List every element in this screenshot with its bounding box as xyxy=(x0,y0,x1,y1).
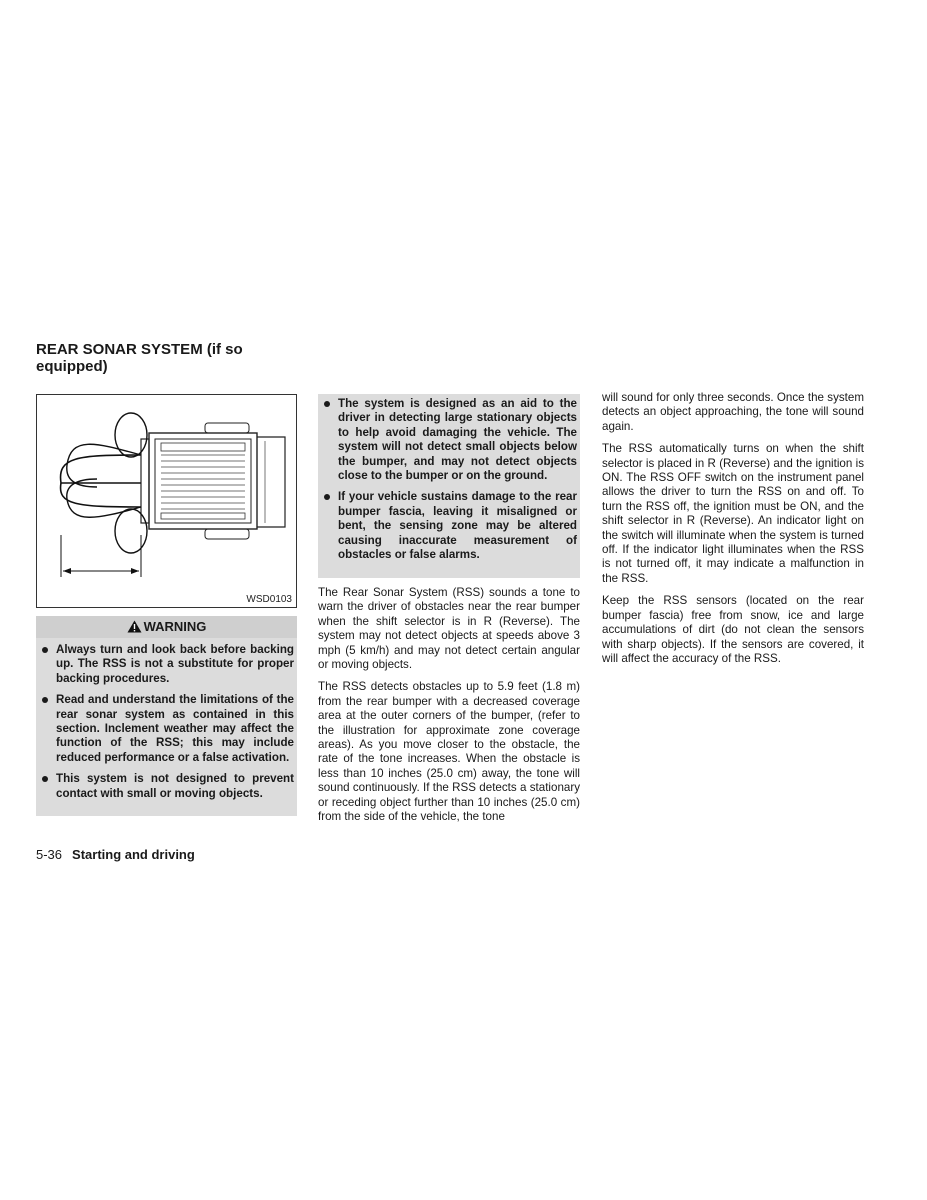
caution-item: If your vehicle sustains damage to the rear bumper fascia, leaving it misaligned or bent, the sensing zone may be altered causing inaccurate measurement of obstacles or false alarms. xyxy=(321,490,577,562)
warning-item: Read and understand the limitations of the rear sonar system as contained in this section. Inclement weather may affect the function of the RSS; this may include reduced performance or a false activation. xyxy=(39,693,294,765)
page-number: 5-36 xyxy=(36,847,63,862)
figure-id: WSD0103 xyxy=(246,594,292,605)
page-footer xyxy=(36,847,195,863)
caution-box xyxy=(318,394,580,578)
section-title: REAR SONAR SYSTEM (if so equipped) xyxy=(36,341,243,375)
body-paragraph: The RSS detects obstacles up to 5.9 feet (1.8 m) from the rear bumper with a decreased coverage area at the outer corners of the bumper, (refer to the illustration for approximate zone coverage areas). As you move closer to the obstacle, the rate of the tone increases. When the obstacle is less than 10 inches (25.0 cm) away, the tone will sound continuously. If the RSS detects a stationary or receding object further than 10 inches (25.0 cm) from the side of the vehicle, the tone xyxy=(318,680,580,824)
body-paragraph: Keep the RSS sensors (located on the rear bumper fascia) free from snow, ice and large accumulations of dirt (do not clean the sensors with sharp objects). If the sensors are covered, it will affect the accuracy of the RSS. xyxy=(602,594,864,665)
warning-list xyxy=(36,638,297,801)
body-paragraph: will sound for only three seconds. Once the system detects an object approaching, the tone will sound again. xyxy=(602,391,864,433)
warning-box xyxy=(36,616,297,816)
warning-triangle-icon xyxy=(127,618,142,640)
vehicle-sensor-diagram xyxy=(37,395,296,607)
body-paragraph: The RSS automatically turns on when the shift selector is placed in R (Reverse) and the ignition is ON. The RSS OFF switch on the instrument panel allows the driver to turn the RSS on and off. To turn the RSS off, the ignition must be ON, and the shift selector in R (Reverse). An indicator light on the switch will illuminate when the system is turned off. If the indicator light illuminates when the RSS is not turned off, it may indicate a malfunction in the RSS. xyxy=(602,442,864,585)
warning-item: This system is not designed to prevent contact with small or moving objects. xyxy=(39,772,294,801)
caution-item: The system is designed as an aid to the driver in detecting large stationary objects to help avoid damaging the vehicle. The system will not detect small objects below the bumper, and may not detect objects close to the bumper or on the ground. xyxy=(321,397,577,483)
chapter-title: Starting and driving xyxy=(72,847,195,862)
middle-column xyxy=(318,586,580,833)
rear-sonar-illustration xyxy=(36,394,297,608)
right-column xyxy=(602,391,864,674)
body-paragraph: The Rear Sonar System (RSS) sounds a tone to warn the driver of obstacles near the rear bumper when the shift selector is in R (Reverse). The system may not detect objects at speeds above 3 mph (5 km/h) and may not detect certain angular or moving objects. xyxy=(318,586,580,672)
warning-item: Always turn and look back before backing up. The RSS is not a substitute for proper backing procedures. xyxy=(39,643,294,686)
warning-label: WARNING xyxy=(143,619,207,634)
warning-heading xyxy=(36,616,297,638)
caution-list xyxy=(321,397,577,562)
